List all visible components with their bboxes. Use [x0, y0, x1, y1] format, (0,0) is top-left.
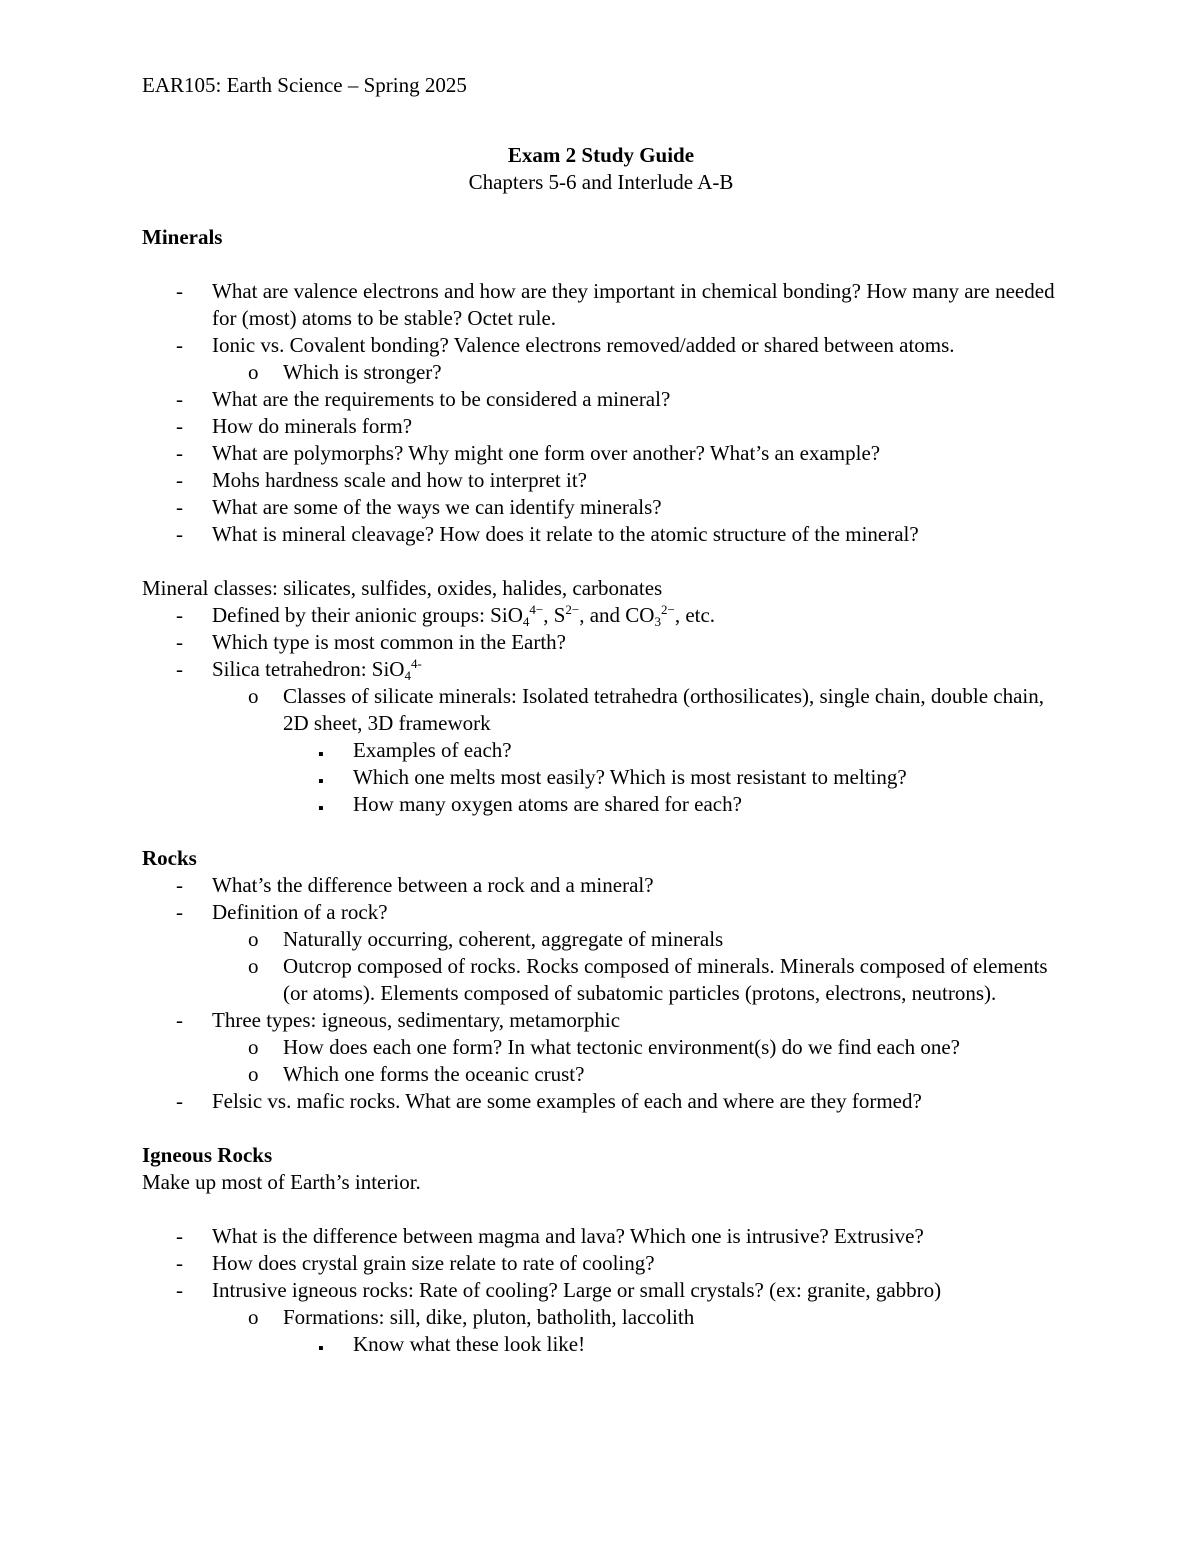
text-fragment: , and CO: [579, 603, 655, 627]
list-item: [142, 359, 1060, 386]
dash-bullet: -: [176, 1251, 183, 1275]
list-item-text: Know what these look like!: [353, 1332, 586, 1356]
superscript: 4-: [410, 656, 422, 671]
dash-bullet: -: [176, 900, 183, 924]
list-item-text: What are the requirements to be considered a mineral?: [212, 387, 671, 411]
document-subtitle: Chapters 5-6 and Interlude A-B: [468, 170, 734, 194]
list-item-text: What is mineral cleavage? How does it relate to the atomic structure of the mineral?: [212, 522, 919, 546]
list-item-text: Formations: sill, dike, pluton, batholith, laccolith: [283, 1305, 695, 1329]
square-bullet: ▪: [318, 773, 324, 790]
list-item-text: Ionic vs. Covalent bonding? Valence electrons removed/added or shared between atoms.: [212, 333, 955, 357]
list-item: [142, 656, 1060, 683]
list-item-text: What are valence electrons and how are they important in chemical bonding? How many are needed for (most) atoms to be stable? Octet rule.: [212, 279, 1055, 330]
circle-bullet: o: [248, 1305, 259, 1329]
dash-bullet: -: [176, 603, 183, 627]
list-item: [142, 1034, 1060, 1061]
list-item-text: Naturally occurring, coherent, aggregate of minerals: [283, 927, 724, 951]
superscript: 2−: [565, 602, 580, 617]
list-item: [142, 494, 1060, 521]
circle-bullet: o: [248, 954, 259, 978]
subscript: 3: [654, 614, 661, 629]
dash-bullet: -: [176, 873, 183, 897]
list-item: [142, 440, 1060, 467]
circle-bullet: o: [248, 360, 259, 384]
list-item-text: Which one forms the oceanic crust?: [283, 1062, 585, 1086]
superscript: 2−: [660, 602, 675, 617]
dash-bullet: -: [176, 333, 183, 357]
subscript: 4: [522, 614, 530, 629]
dash-bullet: -: [176, 1278, 183, 1302]
list-item-text: Examples of each?: [353, 738, 512, 762]
list-item: [142, 1250, 1060, 1277]
dash-bullet: -: [176, 495, 183, 519]
text-fragment: Defined by their anionic groups: SiO: [212, 603, 523, 627]
dash-bullet: -: [176, 657, 183, 681]
circle-bullet: o: [248, 1062, 259, 1086]
dash-bullet: -: [176, 630, 183, 654]
anionic-groups-text: [212, 602, 1060, 629]
dash-bullet: -: [176, 1224, 183, 1248]
dash-bullet: -: [176, 468, 183, 492]
list-item-text: How do minerals form?: [212, 414, 413, 438]
dash-bullet: -: [176, 522, 183, 546]
subscript: 4: [404, 668, 411, 683]
list-item: [142, 1088, 1060, 1115]
list-item: [142, 278, 1060, 332]
list-item: [142, 386, 1060, 413]
square-bullet: ▪: [318, 800, 324, 817]
text-fragment: , etc.: [674, 603, 716, 627]
dash-bullet: -: [176, 441, 183, 465]
text-fragment: Silica tetrahedron: SiO: [212, 657, 405, 681]
list-item-text: Which one melts most easily? Which is most resistant to melting?: [353, 765, 907, 789]
list-item-text: Felsic vs. mafic rocks. What are some examples of each and where are they formed?: [212, 1089, 922, 1113]
list-item-text: Mohs hardness scale and how to interpret it?: [212, 468, 587, 492]
list-item: [142, 629, 1060, 656]
list-item-text: Which is stronger?: [283, 360, 442, 384]
dash-bullet: -: [176, 414, 183, 438]
list-item: [142, 1061, 1060, 1088]
list-item-text: How many oxygen atoms are shared for each?: [353, 792, 742, 816]
list-item-text: What are some of the ways we can identify minerals?: [212, 495, 662, 519]
list-item: [142, 602, 1060, 629]
spacer: [142, 1196, 1060, 1223]
text-fragment: , S: [543, 603, 566, 627]
list-item-text: What are polymorphs? Why might one form over another? What’s an example?: [212, 441, 881, 465]
circle-bullet: o: [248, 927, 259, 951]
list-item-text: What’s the difference between a rock and a mineral?: [212, 873, 654, 897]
list-item: [142, 953, 1060, 1007]
spacer: [142, 251, 1060, 278]
list-item: [142, 926, 1060, 953]
list-item: [142, 791, 1060, 818]
dash-bullet: -: [176, 387, 183, 411]
mineral-classes-intro: Mineral classes: silicates, sulfides, oxides, halides, carbonates: [142, 576, 663, 600]
list-item-text: How does crystal grain size relate to rate of cooling?: [212, 1251, 655, 1275]
circle-bullet: o: [248, 1035, 259, 1059]
list-item: [142, 1331, 1060, 1358]
list-item: [142, 872, 1060, 899]
list-item: [142, 764, 1060, 791]
document-title: Exam 2 Study Guide: [507, 143, 695, 167]
dash-bullet: -: [176, 279, 183, 303]
list-item-text: Definition of a rock?: [212, 900, 388, 924]
list-item-text: Which type is most common in the Earth?: [212, 630, 567, 654]
dash-bullet: -: [176, 1008, 183, 1032]
square-bullet: ▪: [318, 1340, 324, 1357]
list-item: [142, 683, 1060, 737]
silica-tetrahedron-text: [212, 656, 1060, 683]
list-item: [142, 413, 1060, 440]
list-item-text: Classes of silicate minerals: Isolated tetrahedra (orthosilicates), single chain, double chain, 2D sheet, 3D framework: [283, 684, 1045, 735]
list-item-text: Three types: igneous, sedimentary, metamorphic: [212, 1008, 621, 1032]
list-item-text: How does each one form? In what tectonic environment(s) do we find each one?: [283, 1035, 960, 1059]
circle-bullet: o: [248, 684, 259, 708]
list-item-text: Intrusive igneous rocks: Rate of cooling? Large or small crystals? (ex: granite, gabbro): [212, 1278, 942, 1302]
list-item: [142, 521, 1060, 548]
superscript: 4−: [529, 602, 544, 617]
list-item: [142, 1277, 1060, 1304]
list-item: [142, 737, 1060, 764]
list-item: [142, 1007, 1060, 1034]
section-heading-minerals: Minerals: [142, 225, 223, 249]
square-bullet: ▪: [318, 746, 324, 763]
list-item: [142, 1304, 1060, 1331]
dash-bullet: -: [176, 1089, 183, 1113]
section-heading-rocks: Rocks: [142, 846, 197, 870]
list-item: [142, 332, 1060, 359]
list-item-text: Outcrop composed of rocks. Rocks composed of minerals. Minerals composed of elements (or atoms). Elements composed of subatomic particles (protons, electrons, neutrons).: [283, 954, 1048, 1005]
spacer: [142, 548, 1060, 575]
course-header: EAR105: Earth Science – Spring 2025: [142, 73, 467, 97]
list-item: [142, 1223, 1060, 1250]
igneous-intro: Make up most of Earth’s interior.: [142, 1170, 421, 1194]
list-item-text: What is the difference between magma and lava? Which one is intrusive? Extrusive?: [212, 1224, 924, 1248]
section-heading-igneous-rocks: Igneous Rocks: [142, 1143, 273, 1167]
list-item: [142, 467, 1060, 494]
list-item: [142, 899, 1060, 926]
